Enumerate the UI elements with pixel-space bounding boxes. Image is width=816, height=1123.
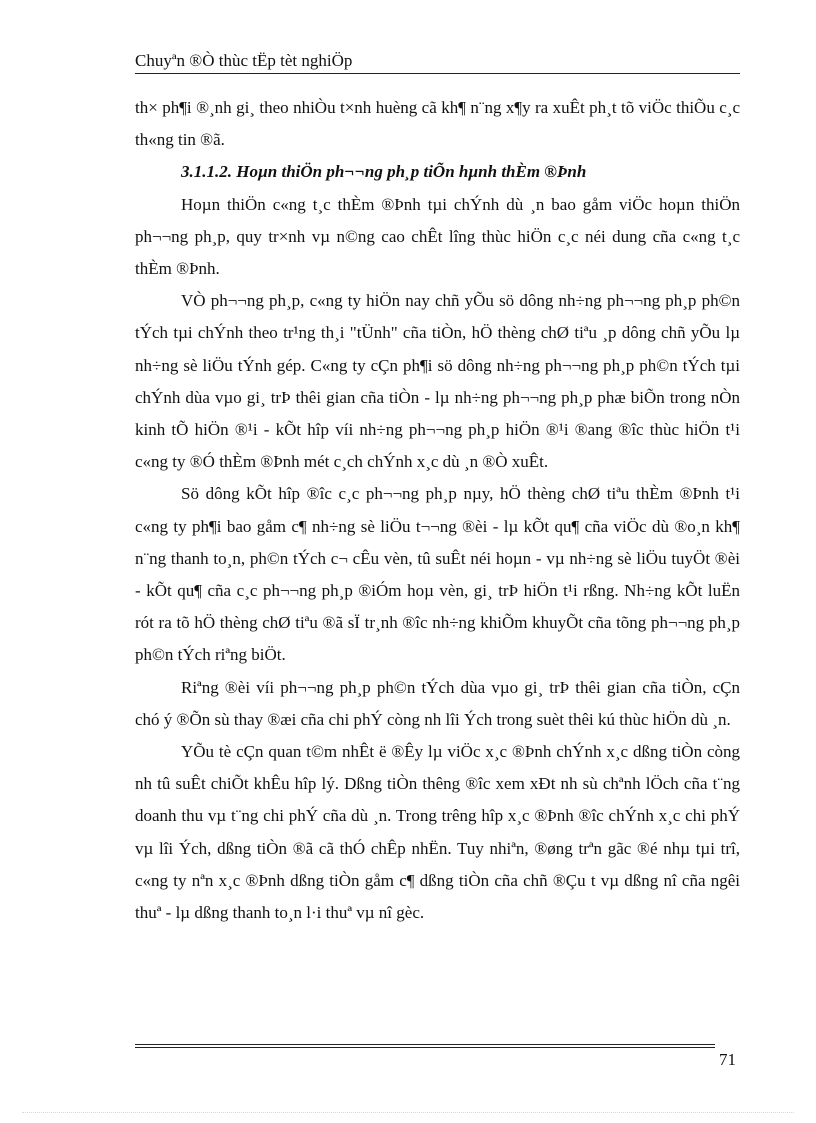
paragraph: YÕu tè cÇn quan t©m nhÊt ë ®Êy lµ viÖc x¸c ®Þnh chÝnh x¸c dßng tiÒn còng nh tû suÊt chiÕt khÊu hîp lý. Dßng tiÒn thêng ®îc xem xÐt nh sù chªnh lÖch cña t¨ng doanh thu vµ t¨ng chi phÝ cña dù ¸n. Trong trêng hîp x¸c ®Þnh ®îc chÝnh x¸c chi phÝ vµ lîi Ých, dßng tiÒn ®ã cã thÓ chÊp nhËn. Tuy nhiªn, ®øng trªn gãc ®é nhµ tµi trî, c«ng ty nªn x¸c ®Þnh dßng tiÒn gåm c¶ dßng tiÒn cña chñ ®Çu t vµ dßng nî cña ngêi thuª - lµ dßng thanh to¸n l·i thuª vµ nî gèc. [135, 742, 740, 923]
footer-rule [135, 1044, 715, 1048]
page-header [135, 50, 740, 74]
header-title: Chuyªn ®Ò thùc tËp tèt nghiÖp [135, 51, 353, 70]
header-rule [135, 73, 740, 74]
paragraph: Hoµn thiÖn c«ng t¸c thÈm ®Þnh tµi chÝnh dù ¸n bao gåm viÖc hoµn thiÖn ph¬¬ng ph¸p, quy tr×nh vµ n©ng cao chÊt lîng thùc hiÖn c¸c néi dung cña c«ng t¸c thÈm ®Þnh. [135, 194, 740, 279]
page-edge-divider [22, 1112, 794, 1113]
paragraph-continuation: th× ph¶i ®¸nh gi¸ theo nhiÒu t×nh huèng cã kh¶ n¨ng x¶y ra xuÊt ph¸t tõ viÖc thiÕu c¸c th«ng tin ®ã. [135, 98, 740, 150]
paragraph: Sö dông kÕt hîp ®îc c¸c ph¬¬ng ph¸p nµy, hÖ thèng chØ tiªu thÈm ®Þnh t¹i c«ng ty ph¶i bao gåm c¶ nh÷ng sè liÖu t¬¬ng ®èi - lµ kÕt qu¶ cña viÖc dù ®o¸n kh¶ n¨ng thanh to¸n, ph©n tÝch c¬ cÊu vèn, tû suÊt néi hoµn - vµ nh÷ng sè liÖu tuyÖt ®èi - kÕt qu¶ cña c¸c ph¬¬ng ph¸p ®iÓm hoµ vèn, gi¸ trÞ hiÖn t¹i rßng. Nh÷ng kÕt luËn rót ra tõ hÖ thèng chØ tiªu ®ã sÏ tr¸nh ®îc nh÷ng khiÕm khuyÕt cña tõng ph¬¬ng ph¸p ph©n tÝch riªng biÖt. [135, 484, 740, 665]
page-number: 71 [719, 1050, 736, 1069]
section-subheading: 3.1.1.2. Hoµn thiÖn ph¬¬ng ph¸p tiÕn hµnh thÈm ®Þnh [181, 162, 587, 182]
page-footer [135, 1044, 740, 1069]
paragraph: VÒ ph¬¬ng ph¸p, c«ng ty hiÖn nay chñ yÕu sö dông nh÷ng ph¬¬ng ph¸p ph©n tÝch tµi chÝnh theo tr¹ng th¸i "tÜnh" cña tiÒn, hÖ thèng chØ tiªu ¸p dông chñ yÕu lµ nh÷ng sè liÖu tÝnh gép. C«ng ty cÇn ph¶i sö dông nh÷ng ph¬¬ng ph¸p ph©n tÝch tµi chÝnh dùa vµo gi¸ trÞ thêi gian cña tiÒn - lµ nh÷ng ph¬¬ng ph¸p phæ biÕn trong nÒn kinh tÕ hiÖn ®¹i - kÕt hîp víi nh÷ng ph¬¬ng ph¸p hiÖn ®¹i ®ang ®îc thùc hiÖn t¹i c«ng ty ®Ó thÈm ®Þnh mét c¸ch chÝnh x¸c dù ¸n ®Ò xuÊt. [135, 291, 740, 472]
paragraph: Riªng ®èi víi ph¬¬ng ph¸p ph©n tÝch dùa vµo gi¸ trÞ thêi gian cña tiÒn, cÇn chó ý ®Õn sù thay ®æi cña chi phÝ còng nh lîi Ých trong suèt thêi kú thùc hiÖn dù ¸n. [135, 677, 740, 729]
page-body [135, 92, 740, 929]
